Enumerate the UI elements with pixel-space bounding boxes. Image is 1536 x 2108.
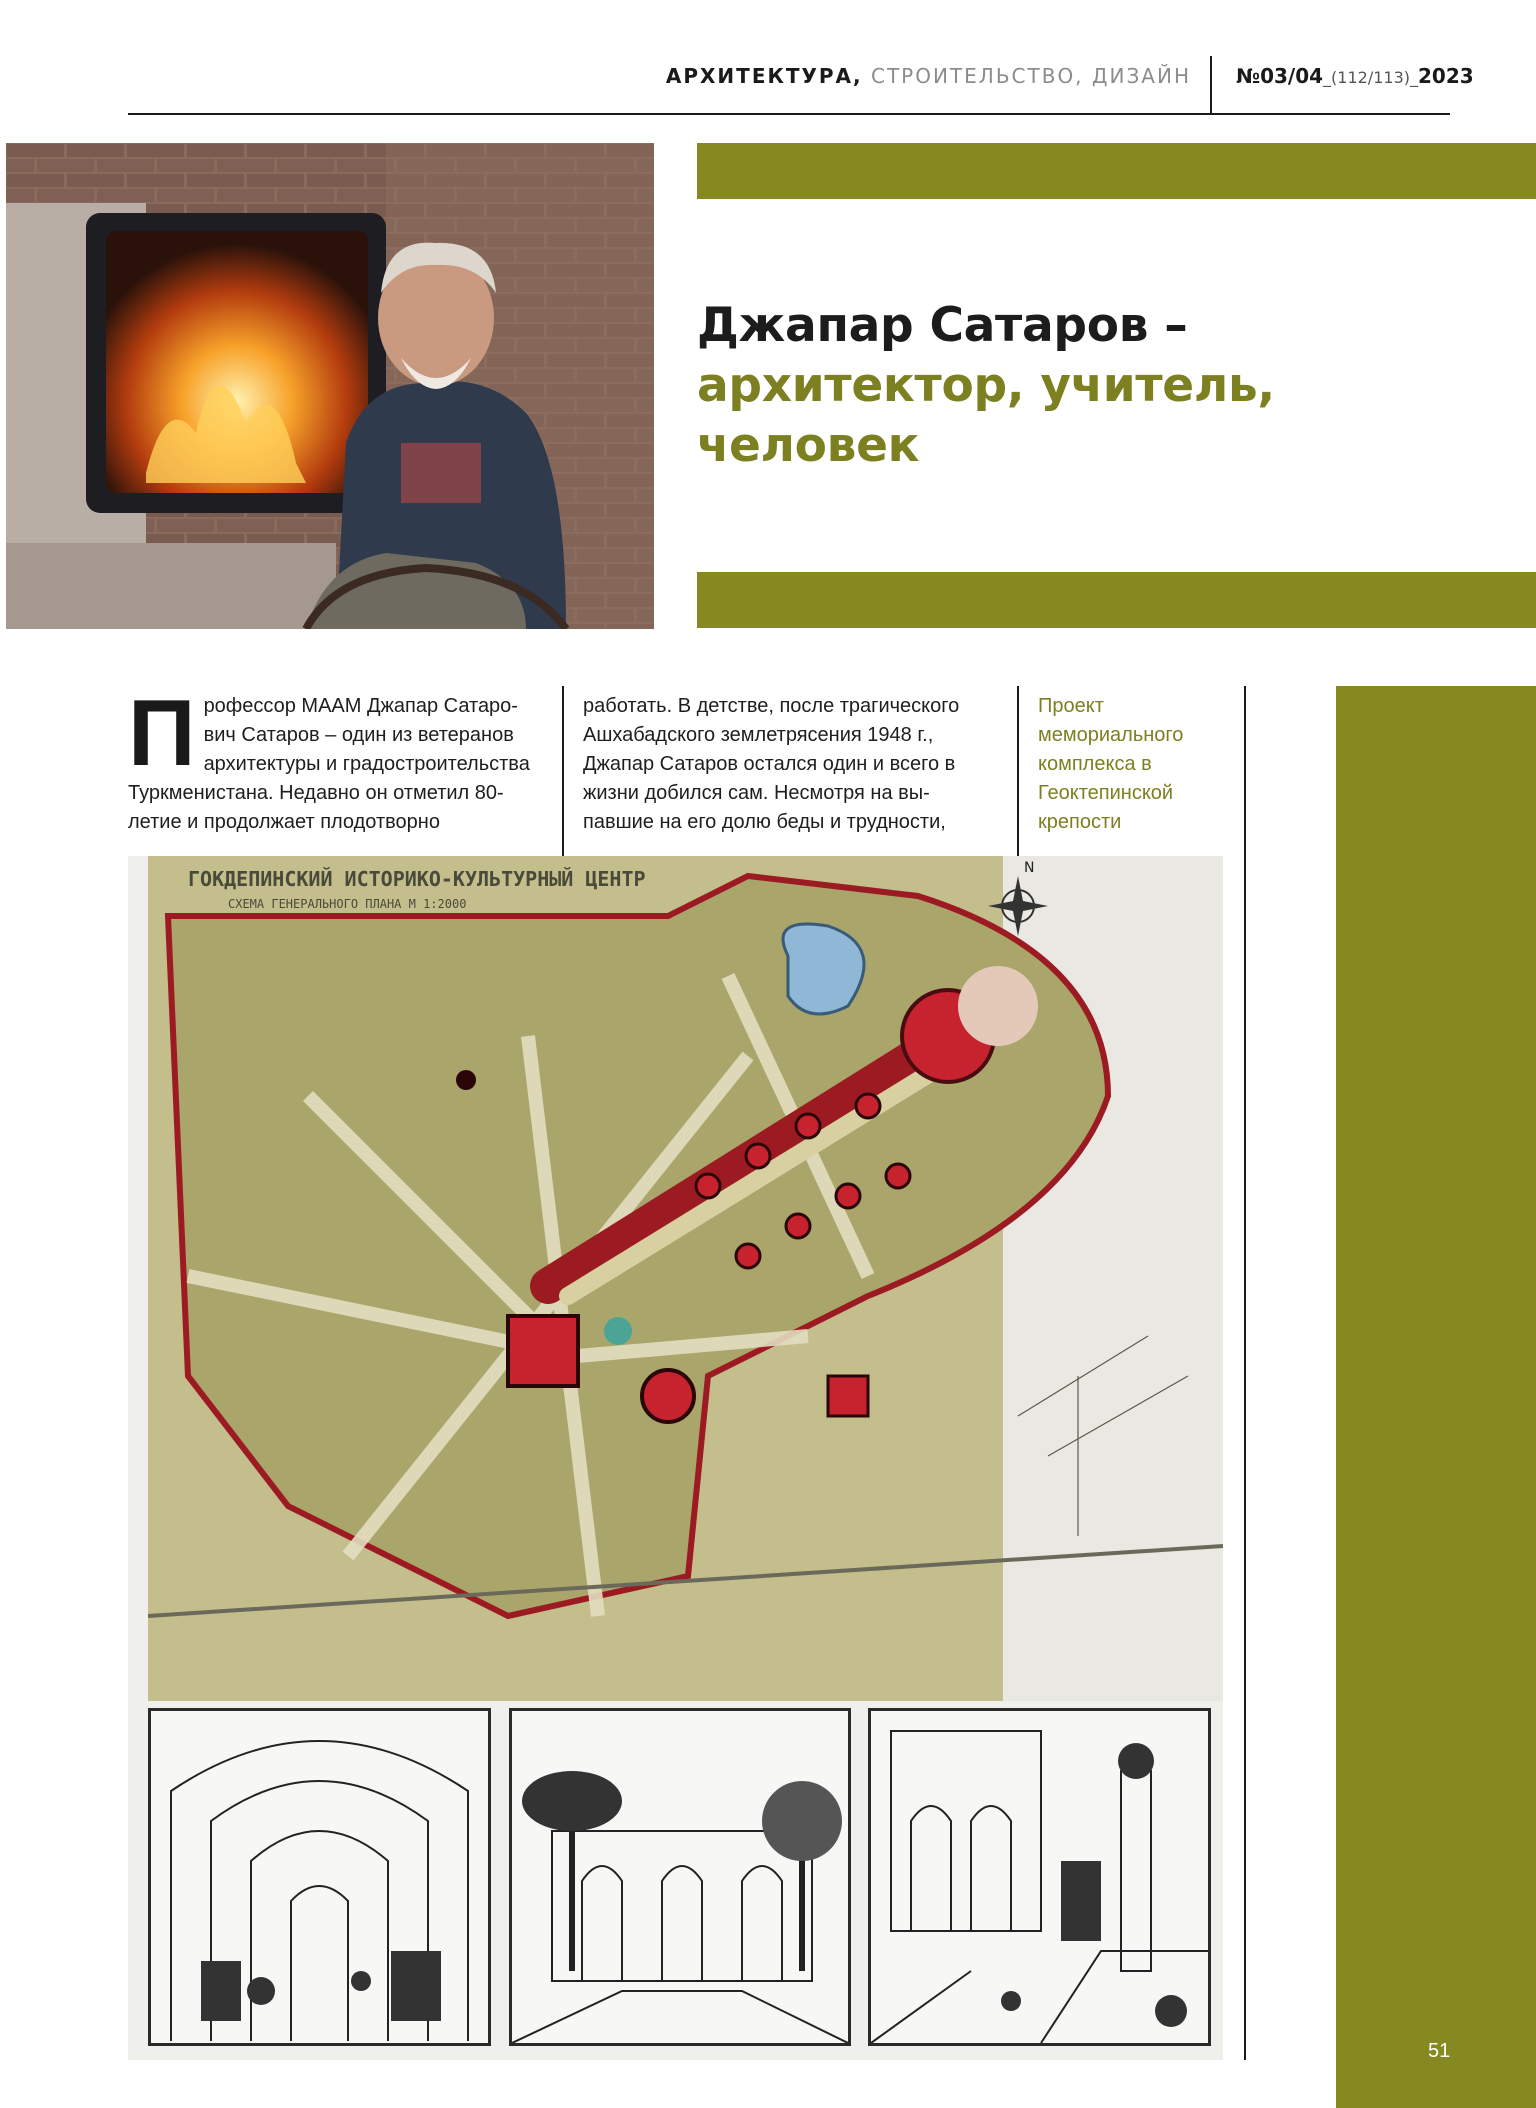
issue-year: 2023 xyxy=(1417,64,1474,88)
dropcap: П xyxy=(128,680,196,785)
section-main: АРХИТЕКТУРА, xyxy=(665,64,863,88)
title-line-2: архитектор, учитель, человек xyxy=(697,358,1275,473)
issue-label xyxy=(1236,64,1474,88)
plan-subtitle: СХЕМА ГЕНЕРАЛЬНОГО ПЛАНА М 1:2000 xyxy=(228,897,467,911)
title-line-1: Джапар Сатаров – xyxy=(697,298,1188,353)
page-number: 51 xyxy=(1428,2040,1451,2062)
sketch-bazaar-interior xyxy=(148,1708,491,2046)
article-title xyxy=(697,296,1497,476)
column-rule-1 xyxy=(562,686,564,856)
olive-bar-bottom xyxy=(697,572,1536,628)
body-column-1 xyxy=(128,680,548,837)
body-column-2: работать. В детстве, после трагического Ашхабадского землетрясения 1948 г., Джапар Сатаров остался один и всего в жизни добился сам. Несмотря на вы-павшие на его долю беды и трудности, xyxy=(583,695,960,833)
issue-sub: _(112/113)_ xyxy=(1323,68,1418,87)
figure-caption: Проект мемориального комплекса в Геоктепинской крепости xyxy=(1038,695,1184,833)
body-col1-text: рофессор МААМ Джапар Сатаро-вич Сатаров – один из ветеранов архитектуры и градостроительства Туркменистана. Недавно он отметил 80-летие и продолжает плодотворно xyxy=(128,695,530,833)
header-separator xyxy=(1210,56,1212,113)
olive-bar-top xyxy=(697,143,1536,199)
issue-number: №03/04 xyxy=(1236,64,1324,88)
master-plan-drawing xyxy=(148,856,1223,1701)
section-name xyxy=(666,64,1191,88)
section-rest: СТРОИТЕЛЬСТВО, ДИЗАЙН xyxy=(862,64,1191,88)
header-rule xyxy=(128,113,1450,115)
sketch-terrace xyxy=(868,1708,1211,2046)
north-label: N xyxy=(1024,860,1035,876)
column-rule-3 xyxy=(1244,686,1246,2060)
portrait-photo xyxy=(6,143,654,629)
column-rule-2 xyxy=(1017,686,1019,856)
sketch-courtyard xyxy=(509,1708,851,2046)
olive-side-bar xyxy=(1336,686,1536,2108)
plan-title: ГОКДЕПИНСКИЙ ИСТОРИКО-КУЛЬТУРНЫЙ ЦЕНТР xyxy=(188,867,646,891)
